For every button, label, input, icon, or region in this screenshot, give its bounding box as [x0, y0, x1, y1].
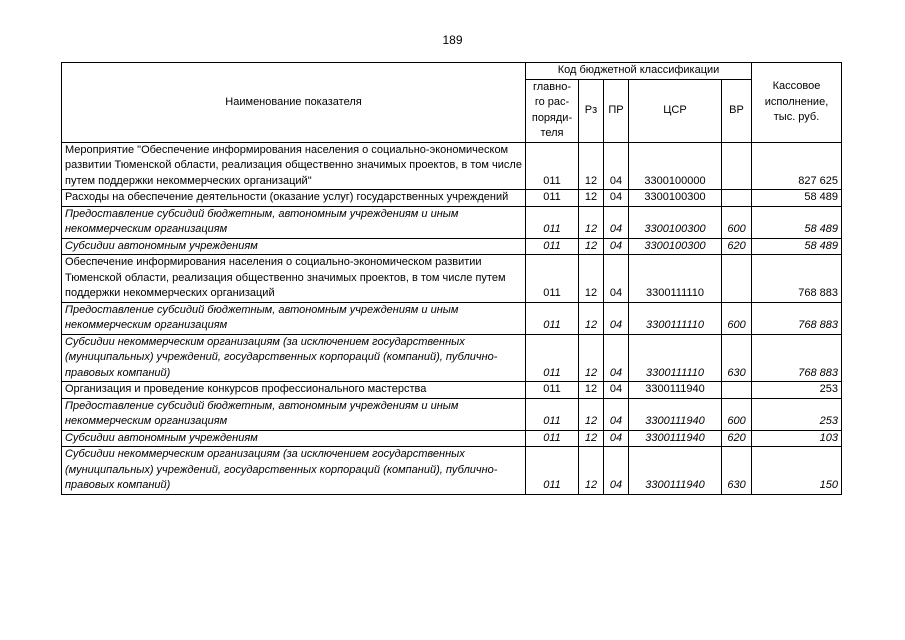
- cell-glavn: 011: [526, 255, 579, 303]
- table-row: [62, 255, 842, 303]
- cell-pr: 04: [604, 382, 629, 399]
- cell-sum: 768 883: [752, 302, 842, 334]
- header-pr: ПР: [604, 79, 629, 142]
- cell-vr: [722, 255, 752, 303]
- cell-name: Субсидии некоммерческим организациям (за исключением государственных (муниципальных) учреждений, государственных корпораций (компаний), публично-правовых компаний): [62, 334, 526, 382]
- table-row: [62, 238, 842, 255]
- cell-sum: 827 625: [752, 142, 842, 190]
- header-vr: ВР: [722, 79, 752, 142]
- cell-csr: 3300111940: [629, 430, 722, 447]
- cell-csr: 3300100300: [629, 238, 722, 255]
- cell-csr: 3300111110: [629, 255, 722, 303]
- table-row: [62, 447, 842, 495]
- cell-rz: 12: [579, 334, 604, 382]
- cell-pr: 04: [604, 255, 629, 303]
- cell-name: Предоставление субсидий бюджетным, автономным учреждениям и иным некоммерческим организациям: [62, 206, 526, 238]
- cell-rz: 12: [579, 190, 604, 207]
- cell-pr: 04: [604, 238, 629, 255]
- cell-rz: 12: [579, 302, 604, 334]
- cell-pr: 04: [604, 206, 629, 238]
- cell-name: Организация и проведение конкурсов профессионального мастерства: [62, 382, 526, 399]
- cell-pr: 04: [604, 190, 629, 207]
- cell-glavn: 011: [526, 190, 579, 207]
- cell-glavn: 011: [526, 142, 579, 190]
- cell-glavn: 011: [526, 302, 579, 334]
- cell-rz: 12: [579, 382, 604, 399]
- cell-name: Расходы на обеспечение деятельности (оказание услуг) государственных учреждений: [62, 190, 526, 207]
- cell-vr: [722, 190, 752, 207]
- cell-csr: 3300111110: [629, 334, 722, 382]
- cell-sum: 768 883: [752, 334, 842, 382]
- cell-glavn: 011: [526, 238, 579, 255]
- cell-name: Мероприятие "Обеспечение информирования населения о социально-экономическом развитии Тюменской области, реализация общественно значимых проектов, в том числе путем поддержки некоммерческих организаций": [62, 142, 526, 190]
- table-row: [62, 382, 842, 399]
- cell-sum: 58 489: [752, 206, 842, 238]
- cell-sum: 58 489: [752, 190, 842, 207]
- header-csr: ЦСР: [629, 79, 722, 142]
- table-row: [62, 302, 842, 334]
- cell-sum: 103: [752, 430, 842, 447]
- cell-vr: 620: [722, 238, 752, 255]
- cell-vr: 630: [722, 447, 752, 495]
- cell-csr: 3300100300: [629, 206, 722, 238]
- cell-name: Обеспечение информирования населения о социально-экономическом развитии Тюменской области, реализация общественно значимых проектов, в том числе путем поддержки некоммерческих организаций: [62, 255, 526, 303]
- table-row: [62, 398, 842, 430]
- header-name: Наименование показателя: [62, 63, 526, 143]
- cell-rz: 12: [579, 398, 604, 430]
- cell-glavn: 011: [526, 398, 579, 430]
- cell-pr: 04: [604, 142, 629, 190]
- cell-csr: 3300100000: [629, 142, 722, 190]
- cell-vr: [722, 382, 752, 399]
- cell-rz: 12: [579, 142, 604, 190]
- cell-rz: 12: [579, 238, 604, 255]
- cell-sum: 150: [752, 447, 842, 495]
- cell-pr: 04: [604, 302, 629, 334]
- cell-glavn: 011: [526, 447, 579, 495]
- cell-vr: 600: [722, 398, 752, 430]
- cell-name: Субсидии автономным учреждениям: [62, 430, 526, 447]
- header-kassa: Кассовое исполнение, тыс. руб.: [752, 63, 842, 143]
- cell-rz: 12: [579, 255, 604, 303]
- cell-csr: 3300111940: [629, 447, 722, 495]
- cell-rz: 12: [579, 447, 604, 495]
- header-glavn: главно-го рас-поряди-теля: [526, 79, 579, 142]
- header-budget-code: Код бюджетной классификации: [526, 63, 752, 80]
- table-row: [62, 142, 842, 190]
- cell-csr: 3300111940: [629, 398, 722, 430]
- table-row: [62, 206, 842, 238]
- cell-sum: 58 489: [752, 238, 842, 255]
- cell-csr: 3300100300: [629, 190, 722, 207]
- budget-table: [61, 62, 842, 495]
- table-row: [62, 334, 842, 382]
- cell-pr: 04: [604, 334, 629, 382]
- cell-csr: 3300111110: [629, 302, 722, 334]
- cell-vr: 600: [722, 302, 752, 334]
- cell-name: Предоставление субсидий бюджетным, автономным учреждениям и иным некоммерческим организациям: [62, 398, 526, 430]
- cell-name: Субсидии автономным учреждениям: [62, 238, 526, 255]
- cell-glavn: 011: [526, 334, 579, 382]
- cell-sum: 253: [752, 398, 842, 430]
- cell-sum: 253: [752, 382, 842, 399]
- cell-vr: 630: [722, 334, 752, 382]
- cell-vr: 620: [722, 430, 752, 447]
- cell-name: Субсидии некоммерческим организациям (за исключением государственных (муниципальных) учреждений, государственных корпораций (компаний), публично-правовых компаний): [62, 447, 526, 495]
- cell-rz: 12: [579, 430, 604, 447]
- cell-vr: [722, 142, 752, 190]
- cell-pr: 04: [604, 430, 629, 447]
- cell-rz: 12: [579, 206, 604, 238]
- cell-glavn: 011: [526, 430, 579, 447]
- cell-glavn: 011: [526, 382, 579, 399]
- cell-pr: 04: [604, 447, 629, 495]
- cell-vr: 600: [722, 206, 752, 238]
- table-row: [62, 430, 842, 447]
- cell-pr: 04: [604, 398, 629, 430]
- cell-name: Предоставление субсидий бюджетным, автономным учреждениям и иным некоммерческим организациям: [62, 302, 526, 334]
- cell-sum: 768 883: [752, 255, 842, 303]
- table-row: [62, 190, 842, 207]
- header-rz: Рз: [579, 79, 604, 142]
- page-number: 189: [442, 33, 463, 47]
- cell-csr: 3300111940: [629, 382, 722, 399]
- cell-glavn: 011: [526, 206, 579, 238]
